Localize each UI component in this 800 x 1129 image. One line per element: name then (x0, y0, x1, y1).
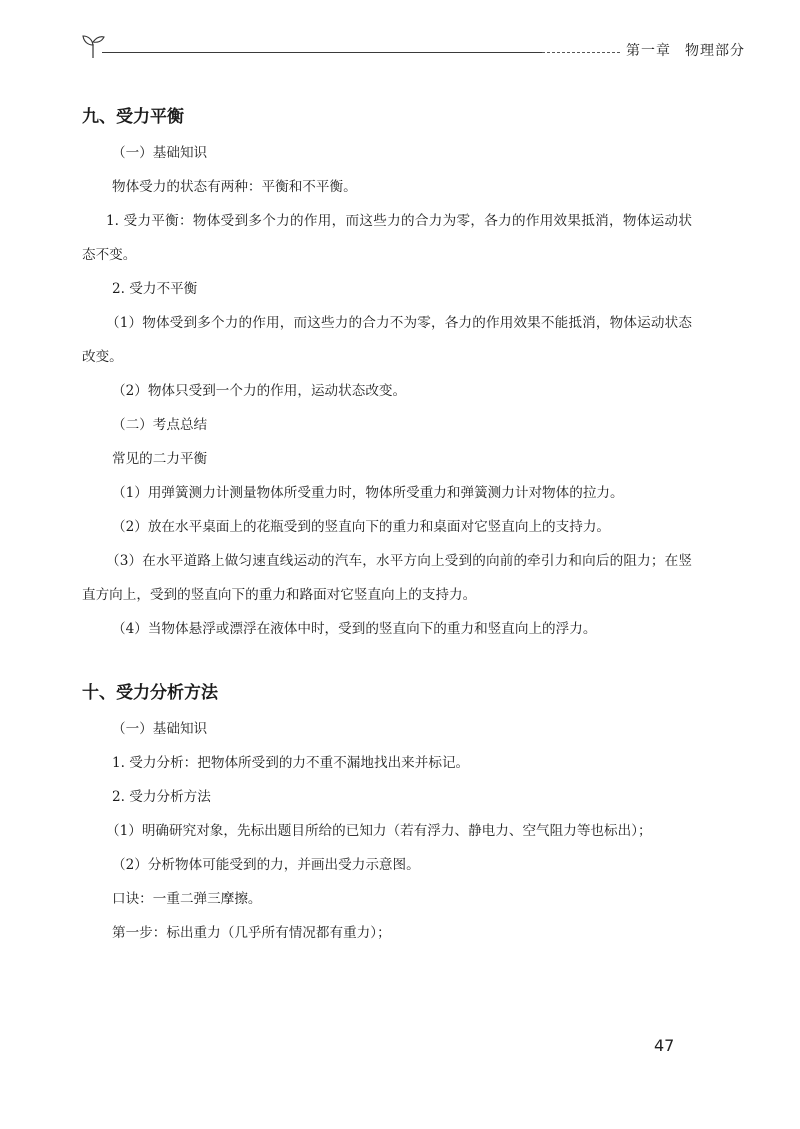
subsection-title: （一）基础知识 (112, 145, 208, 161)
paragraph: （1）明确研究对象，先标出题目所给的已知力（若有浮力、静电力、空气阻力等也标出）； (106, 823, 652, 839)
chapter-heading (626, 40, 766, 60)
paragraph: 2. 受力分析方法 (112, 789, 211, 805)
paragraph: （2）放在水平桌面上的花瓶受到的竖直向下的重力和桌面对它竖直向上的支持力。 (112, 519, 611, 535)
paragraph: （3）在水平道路上做匀速直线运动的汽车，水平方向上受到的向前的牵引力和向后的阻力；在竖直方向上，受到的竖直向下的重力和路面对它竖直向上的支持力。 (82, 553, 692, 603)
subsection-title: （二）考点总结 (112, 417, 208, 433)
subsection-title: （一）基础知识 (112, 721, 208, 737)
running-header (80, 30, 745, 70)
paragraph: （1）物体受到多个力的作用，而这些力的合力不为零，各力的作用效果不能抵消，物体运动状态改变。 (82, 315, 692, 365)
header-dotted-rule (542, 52, 620, 53)
paragraph: （2）物体只受到一个力的作用，运动状态改变。 (112, 383, 407, 399)
chapter-part: 物理部分 (685, 43, 745, 59)
page-number: 47 (654, 1036, 675, 1055)
paragraph: 第一步：标出重力（几乎所有情况都有重力）； (112, 925, 391, 941)
chapter-number: 第一章 (626, 43, 671, 59)
paragraph: （2）分析物体可能受到的力，并画出受力示意图。 (112, 857, 420, 873)
paragraph: （4）当物体悬浮或漂浮在液体中时，受到的竖直向下的重力和竖直向上的浮力。 (112, 621, 597, 637)
paragraph: 口诀：一重二弹三摩擦。 (112, 891, 262, 907)
paragraph: 物体受力的状态有两种：平衡和不平衡。 (112, 179, 357, 195)
paragraph: 1. 受力平衡：物体受到多个力的作用，而这些力的合力为零，各力的作用效果抵消，物体运动状态不变。 (82, 213, 692, 263)
paragraph: （1）用弹簧测力计测量物体所受重力时，物体所受重力和弹簧测力计对物体的拉力。 (112, 485, 624, 501)
section-title: 十、受力分析方法 (82, 683, 218, 703)
paragraph: 1. 受力分析：把物体所受到的力不重不漏地找出来并标记。 (112, 755, 470, 771)
page-content (82, 98, 692, 950)
paragraph: 常见的二力平衡 (112, 451, 208, 467)
section-title: 九、受力平衡 (82, 107, 184, 127)
paragraph: 2. 受力不平衡 (112, 281, 198, 297)
sprout-icon (80, 30, 106, 60)
header-rule (102, 52, 542, 53)
